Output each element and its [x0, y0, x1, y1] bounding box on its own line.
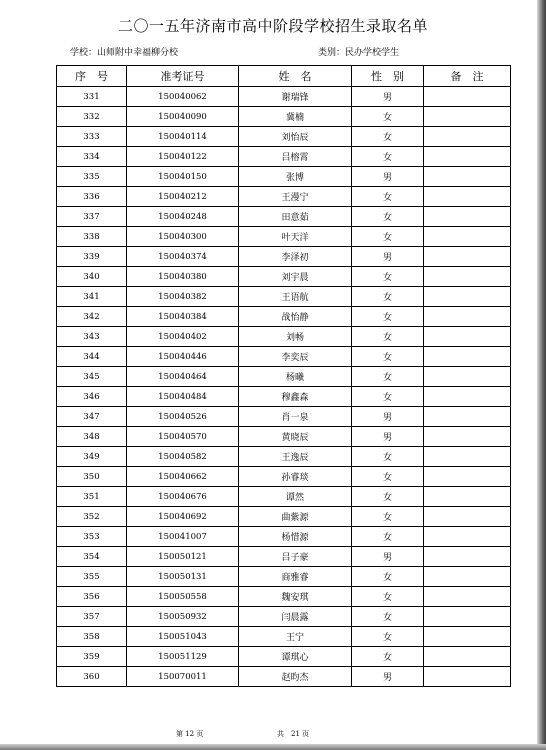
cell-gender: 男 [352, 547, 424, 567]
cell-gender: 女 [352, 327, 424, 347]
cell-serial: 344 [57, 347, 127, 367]
table-row [57, 247, 511, 267]
cell-serial: 352 [57, 507, 127, 527]
cell-serial: 331 [57, 87, 127, 107]
cell-note [424, 467, 511, 487]
cell-exam-id: 150040062 [127, 87, 239, 107]
cell-serial: 348 [57, 427, 127, 447]
cell-note [424, 627, 511, 647]
cell-note [424, 87, 511, 107]
cell-name: 吕榕霄 [239, 147, 352, 167]
cell-note [424, 507, 511, 527]
cell-exam-id: 150040248 [127, 207, 239, 227]
page-number: 第 12 页 [176, 730, 204, 738]
table-header-row [57, 66, 511, 87]
table-row [57, 567, 511, 587]
cell-note [424, 527, 511, 547]
cell-exam-id: 150040300 [127, 227, 239, 247]
table-row [57, 507, 511, 527]
table-row [57, 207, 511, 227]
cell-gender: 女 [352, 187, 424, 207]
cell-note [424, 287, 511, 307]
cell-gender: 女 [352, 147, 424, 167]
cell-name: 冀楠 [239, 107, 352, 127]
cell-name: 谢瑞锋 [239, 87, 352, 107]
cell-note [424, 667, 511, 687]
cell-serial: 333 [57, 127, 127, 147]
table-row [57, 607, 511, 627]
cell-note [424, 427, 511, 447]
table-row [57, 447, 511, 467]
cell-exam-id: 150040464 [127, 367, 239, 387]
cell-serial: 358 [57, 627, 127, 647]
page-right-edge [537, 0, 546, 750]
cell-gender: 女 [352, 227, 424, 247]
total-pages: 共 21 页 [277, 730, 310, 738]
cell-name: 杨惜源 [239, 527, 352, 547]
cell-note [424, 247, 511, 267]
cell-exam-id: 150050932 [127, 607, 239, 627]
cell-serial: 357 [57, 607, 127, 627]
table-row [57, 327, 511, 347]
header-name: 姓 名 [239, 66, 352, 87]
cell-serial: 338 [57, 227, 127, 247]
cell-name: 李奕辰 [239, 347, 352, 367]
cell-note [424, 647, 511, 667]
cell-gender: 男 [352, 87, 424, 107]
cell-serial: 345 [57, 367, 127, 387]
cell-gender: 女 [352, 347, 424, 367]
cell-exam-id: 150050121 [127, 547, 239, 567]
cell-exam-id: 150050131 [127, 567, 239, 587]
cell-exam-id: 150040090 [127, 107, 239, 127]
cell-exam-id: 150040374 [127, 247, 239, 267]
table-row [57, 227, 511, 247]
table-row [57, 667, 511, 687]
table-row [57, 187, 511, 207]
cell-exam-id: 150040402 [127, 327, 239, 347]
table-row [57, 467, 511, 487]
table-row [57, 587, 511, 607]
table-row [57, 367, 511, 387]
cell-name: 王漫宁 [239, 187, 352, 207]
cell-note [424, 127, 511, 147]
cell-name: 李泽初 [239, 247, 352, 267]
cell-gender: 女 [352, 307, 424, 327]
category-label: 类别：民办学校学生 [318, 48, 400, 58]
cell-gender: 男 [352, 667, 424, 687]
header-gender: 性 别 [352, 66, 424, 87]
cell-note [424, 567, 511, 587]
cell-gender: 男 [352, 427, 424, 447]
cell-gender: 女 [352, 647, 424, 667]
cell-exam-id: 150051043 [127, 627, 239, 647]
cell-gender: 女 [352, 527, 424, 547]
cell-exam-id: 150040692 [127, 507, 239, 527]
cell-gender: 男 [352, 167, 424, 187]
cell-exam-id: 150040384 [127, 307, 239, 327]
table-row [57, 627, 511, 647]
cell-serial: 350 [57, 467, 127, 487]
header-serial: 序 号 [57, 66, 127, 87]
cell-name: 刘怡辰 [239, 127, 352, 147]
cell-serial: 337 [57, 207, 127, 227]
table-row [57, 347, 511, 367]
cell-serial: 339 [57, 247, 127, 267]
cell-serial: 343 [57, 327, 127, 347]
cell-serial: 346 [57, 387, 127, 407]
cell-serial: 354 [57, 547, 127, 567]
cell-note [424, 447, 511, 467]
cell-gender: 女 [352, 507, 424, 527]
cell-note [424, 327, 511, 347]
table-row [57, 647, 511, 667]
cell-name: 张博 [239, 167, 352, 187]
cell-serial: 347 [57, 407, 127, 427]
cell-note [424, 307, 511, 327]
cell-serial: 341 [57, 287, 127, 307]
cell-exam-id: 150040582 [127, 447, 239, 467]
cell-note [424, 207, 511, 227]
cell-exam-id: 150040662 [127, 467, 239, 487]
cell-note [424, 587, 511, 607]
cell-serial: 334 [57, 147, 127, 167]
cell-name: 魏安琪 [239, 587, 352, 607]
cell-name: 商雅睿 [239, 567, 352, 587]
cell-gender: 女 [352, 587, 424, 607]
cell-exam-id: 150040212 [127, 187, 239, 207]
table-row [57, 127, 511, 147]
cell-name: 田意茹 [239, 207, 352, 227]
cell-name: 王语航 [239, 287, 352, 307]
cell-serial: 359 [57, 647, 127, 667]
cell-serial: 351 [57, 487, 127, 507]
header-exam-id: 准考证号 [127, 66, 239, 87]
cell-gender: 女 [352, 567, 424, 587]
table-row [57, 487, 511, 507]
cell-gender: 女 [352, 487, 424, 507]
cell-serial: 340 [57, 267, 127, 287]
cell-serial: 335 [57, 167, 127, 187]
cell-name: 吕子豪 [239, 547, 352, 567]
cell-gender: 女 [352, 207, 424, 227]
cell-exam-id: 150040382 [127, 287, 239, 307]
table-row [57, 87, 511, 107]
table-row [57, 147, 511, 167]
cell-name: 王逸辰 [239, 447, 352, 467]
cell-note [424, 547, 511, 567]
table-row [57, 107, 511, 127]
cell-serial: 336 [57, 187, 127, 207]
cell-note [424, 407, 511, 427]
cell-name: 黄晓辰 [239, 427, 352, 447]
cell-exam-id: 150040484 [127, 387, 239, 407]
school-label: 学校：山师附中幸福柳分校 [70, 48, 179, 58]
cell-exam-id: 150040150 [127, 167, 239, 187]
header-note: 备 注 [424, 66, 511, 87]
page-title: 二〇一五年济南市高中阶段学校招生录取名单 [117, 17, 428, 35]
cell-name: 肖一泉 [239, 407, 352, 427]
page-bottom-edge [0, 744, 546, 750]
cell-serial: 360 [57, 667, 127, 687]
cell-serial: 332 [57, 107, 127, 127]
cell-gender: 女 [352, 287, 424, 307]
cell-serial: 353 [57, 527, 127, 547]
cell-note [424, 107, 511, 127]
table-row [57, 527, 511, 547]
table-row [57, 427, 511, 447]
cell-exam-id: 150050558 [127, 587, 239, 607]
cell-exam-id: 150040526 [127, 407, 239, 427]
cell-note [424, 267, 511, 287]
cell-gender: 女 [352, 447, 424, 467]
cell-note [424, 167, 511, 187]
cell-serial: 355 [57, 567, 127, 587]
cell-name: 穆鑫森 [239, 387, 352, 407]
cell-serial: 342 [57, 307, 127, 327]
cell-name: 谭琪心 [239, 647, 352, 667]
cell-note [424, 607, 511, 627]
cell-name: 叶天洋 [239, 227, 352, 247]
table-row [57, 307, 511, 327]
cell-serial: 356 [57, 587, 127, 607]
cell-note [424, 347, 511, 367]
cell-exam-id: 150040676 [127, 487, 239, 507]
table-row [57, 287, 511, 307]
table-row [57, 167, 511, 187]
cell-gender: 女 [352, 387, 424, 407]
cell-note [424, 227, 511, 247]
cell-name: 谭然 [239, 487, 352, 507]
cell-exam-id: 150040570 [127, 427, 239, 447]
cell-name: 曲紫源 [239, 507, 352, 527]
cell-gender: 女 [352, 467, 424, 487]
cell-name: 赵昀杰 [239, 667, 352, 687]
cell-name: 孙睿琰 [239, 467, 352, 487]
cell-note [424, 487, 511, 507]
cell-name: 战怡静 [239, 307, 352, 327]
table-row [57, 387, 511, 407]
cell-note [424, 387, 511, 407]
table-row [57, 547, 511, 567]
cell-note [424, 147, 511, 167]
cell-gender: 男 [352, 407, 424, 427]
cell-exam-id: 150040380 [127, 267, 239, 287]
cell-note [424, 187, 511, 207]
cell-name: 杨曦 [239, 367, 352, 387]
cell-name: 闫晨露 [239, 607, 352, 627]
cell-exam-id: 150070011 [127, 667, 239, 687]
cell-name: 王宁 [239, 627, 352, 647]
cell-exam-id: 150040446 [127, 347, 239, 367]
cell-gender: 女 [352, 367, 424, 387]
admission-table [56, 65, 511, 687]
cell-gender: 女 [352, 627, 424, 647]
cell-name: 刘畅 [239, 327, 352, 347]
cell-exam-id: 150040122 [127, 147, 239, 167]
cell-gender: 女 [352, 267, 424, 287]
cell-name: 刘宇晨 [239, 267, 352, 287]
table-row [57, 407, 511, 427]
cell-exam-id: 150040114 [127, 127, 239, 147]
cell-serial: 349 [57, 447, 127, 467]
cell-gender: 女 [352, 107, 424, 127]
cell-gender: 男 [352, 247, 424, 267]
table-row [57, 267, 511, 287]
cell-exam-id: 150041007 [127, 527, 239, 547]
cell-gender: 女 [352, 607, 424, 627]
cell-exam-id: 150051129 [127, 647, 239, 667]
cell-gender: 女 [352, 127, 424, 147]
cell-note [424, 367, 511, 387]
